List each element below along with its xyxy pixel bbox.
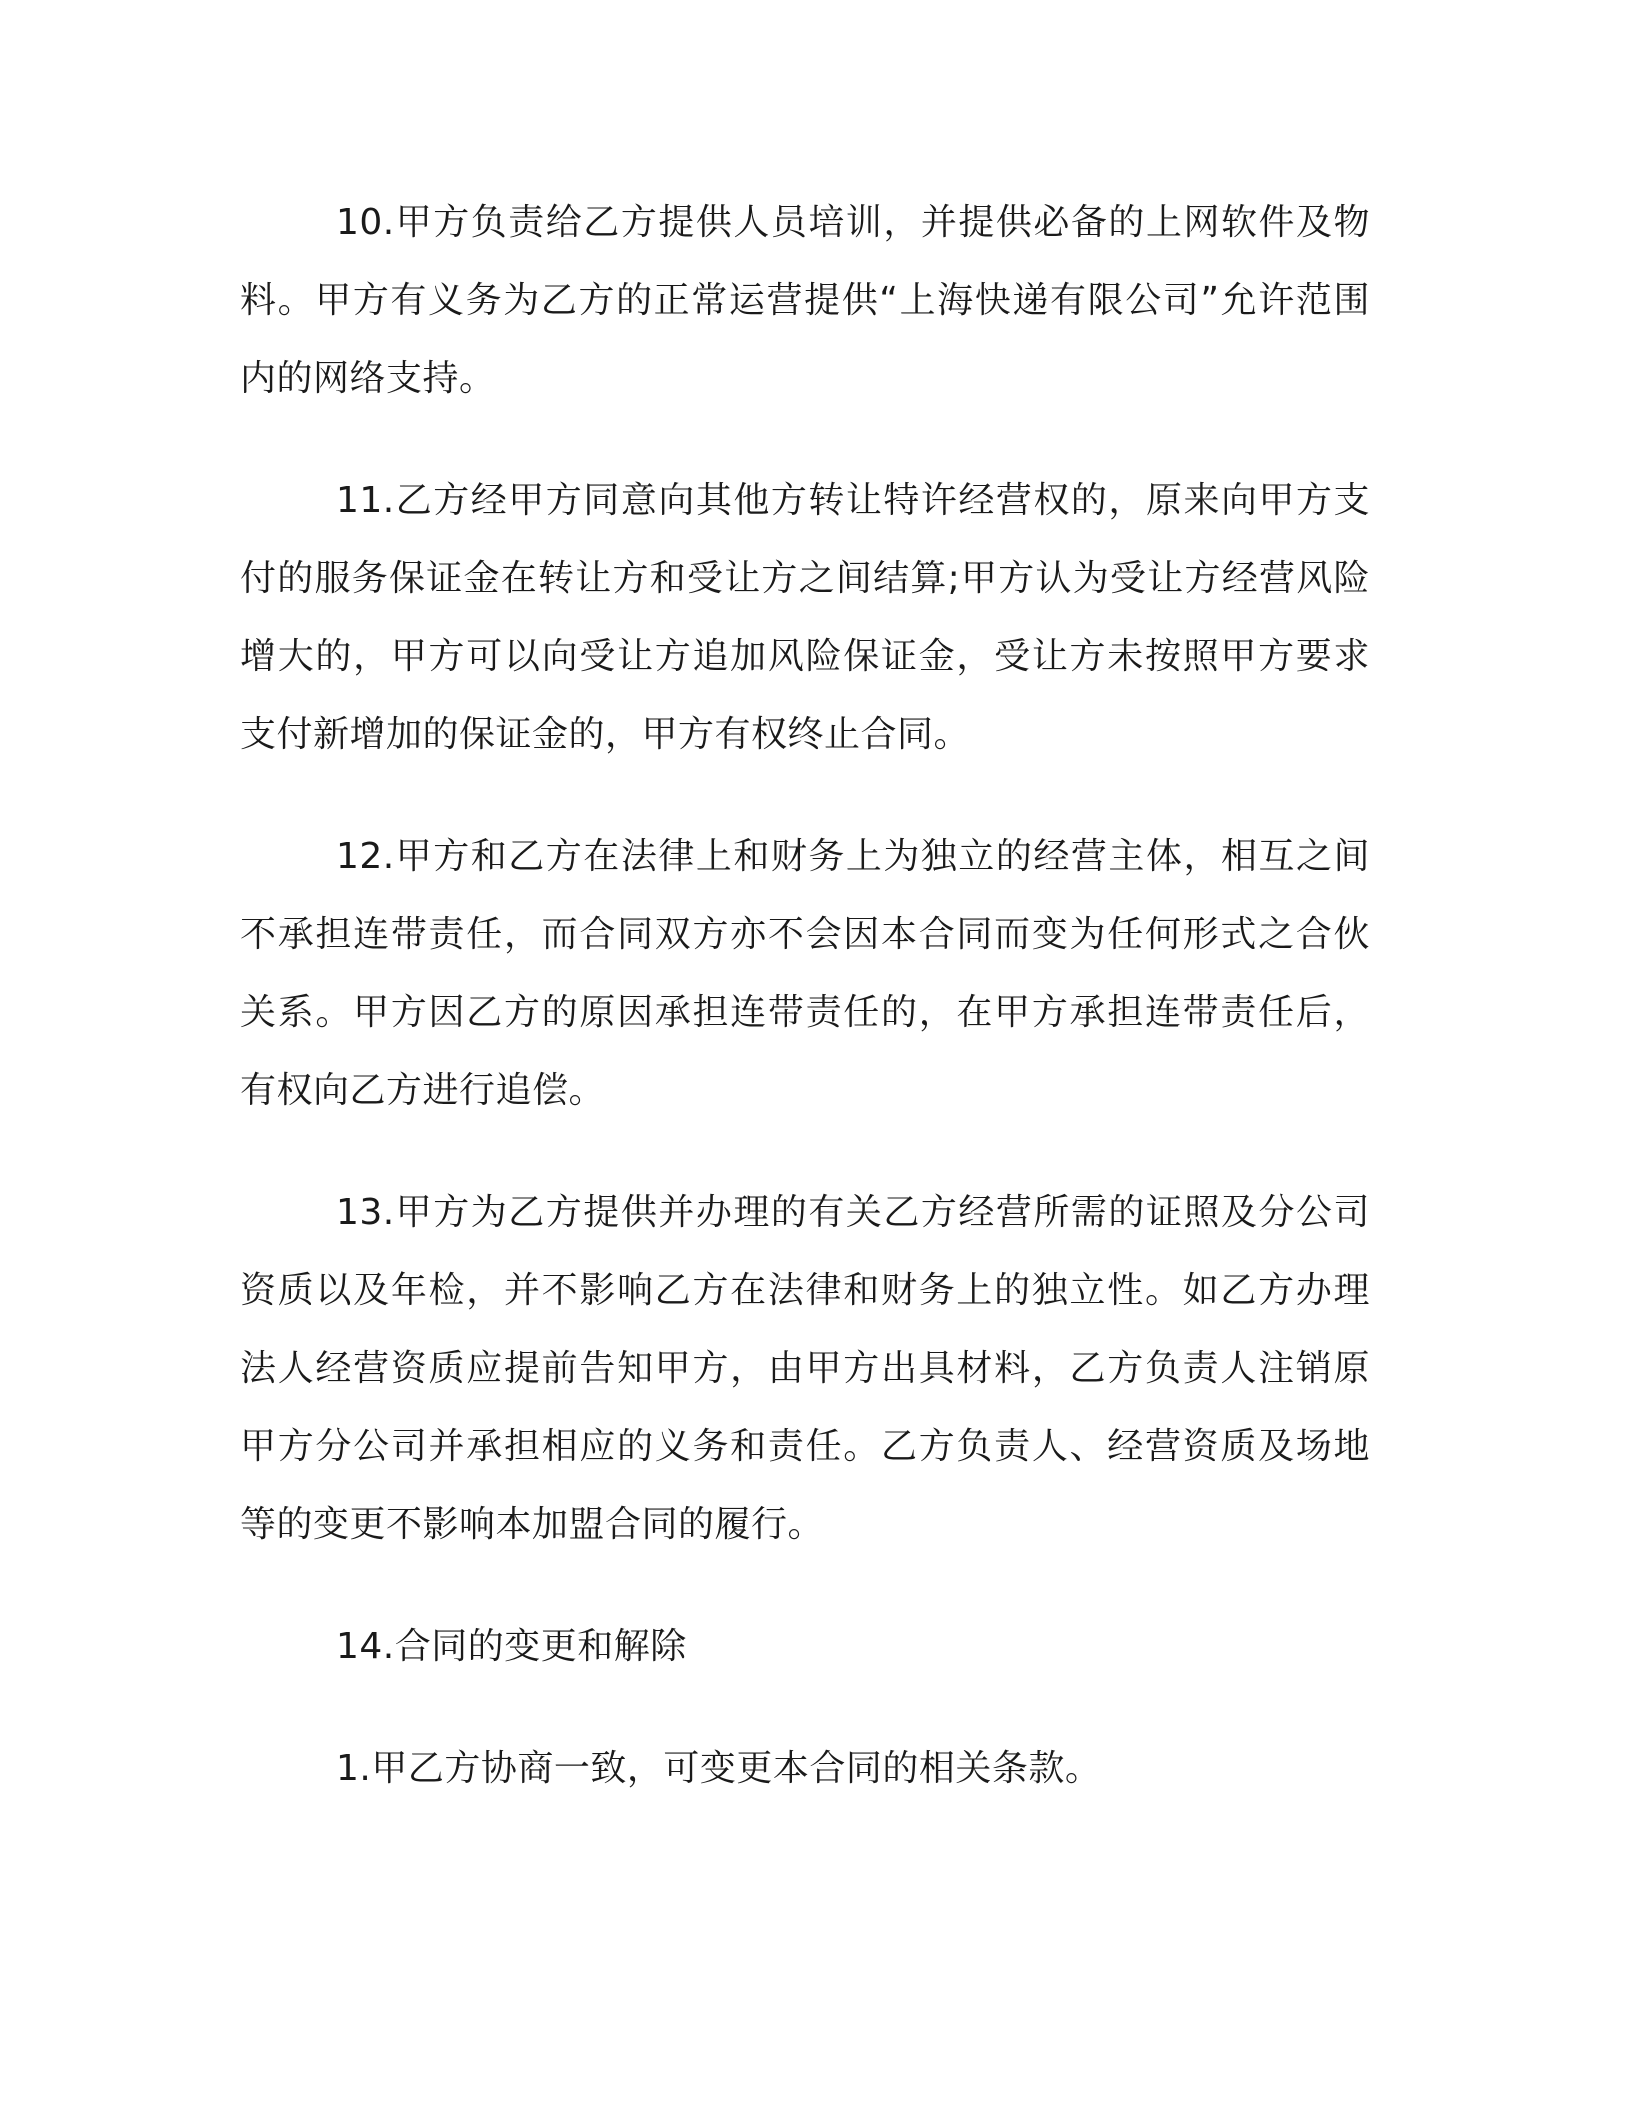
document-body <box>240 184 1370 1852</box>
clause-13-paragraph: 13.甲方为乙方提供并办理的有关乙方经营所需的证照及分公司资质以及年检，并不影响乙方在法律和财务上的独立性。如乙方办理法人经营资质应提前告知甲方，由甲方出具材料，乙方负责人注销原甲方分公司并承担相应的义务和责任。乙方负责人、经营资质及场地等的变更不影响本加盟合同的履行。 <box>240 1192 1370 1545</box>
clause-14-heading: 14.合同的变更和解除 <box>336 1626 687 1667</box>
clause-11-paragraph: 11.乙方经甲方同意向其他方转让特许经营权的，原来向甲方支付的服务保证金在转让方和受让方之间结算;甲方认为受让方经营风险增大的，甲方可以向受让方追加风险保证金，受让方未按照甲方要求支付新增加的保证金的，甲方有权终止合同。 <box>240 480 1370 755</box>
clause-12-paragraph: 12.甲方和乙方在法律上和财务上为独立的经营主体，相互之间不承担连带责任，而合同双方亦不会因本合同而变为任何形式之合伙关系。甲方因乙方的原因承担连带责任的，在甲方承担连带责任后，有权向乙方进行追偿。 <box>240 836 1370 1111</box>
subclause-1-paragraph: 1.甲乙方协商一致，可变更本合同的相关条款。 <box>336 1748 1102 1789</box>
clause-10-paragraph: 10.甲方负责给乙方提供人员培训，并提供必备的上网软件及物料。甲方有义务为乙方的正常运营提供“上海快递有限公司”允许范围内的网络支持。 <box>240 202 1370 399</box>
